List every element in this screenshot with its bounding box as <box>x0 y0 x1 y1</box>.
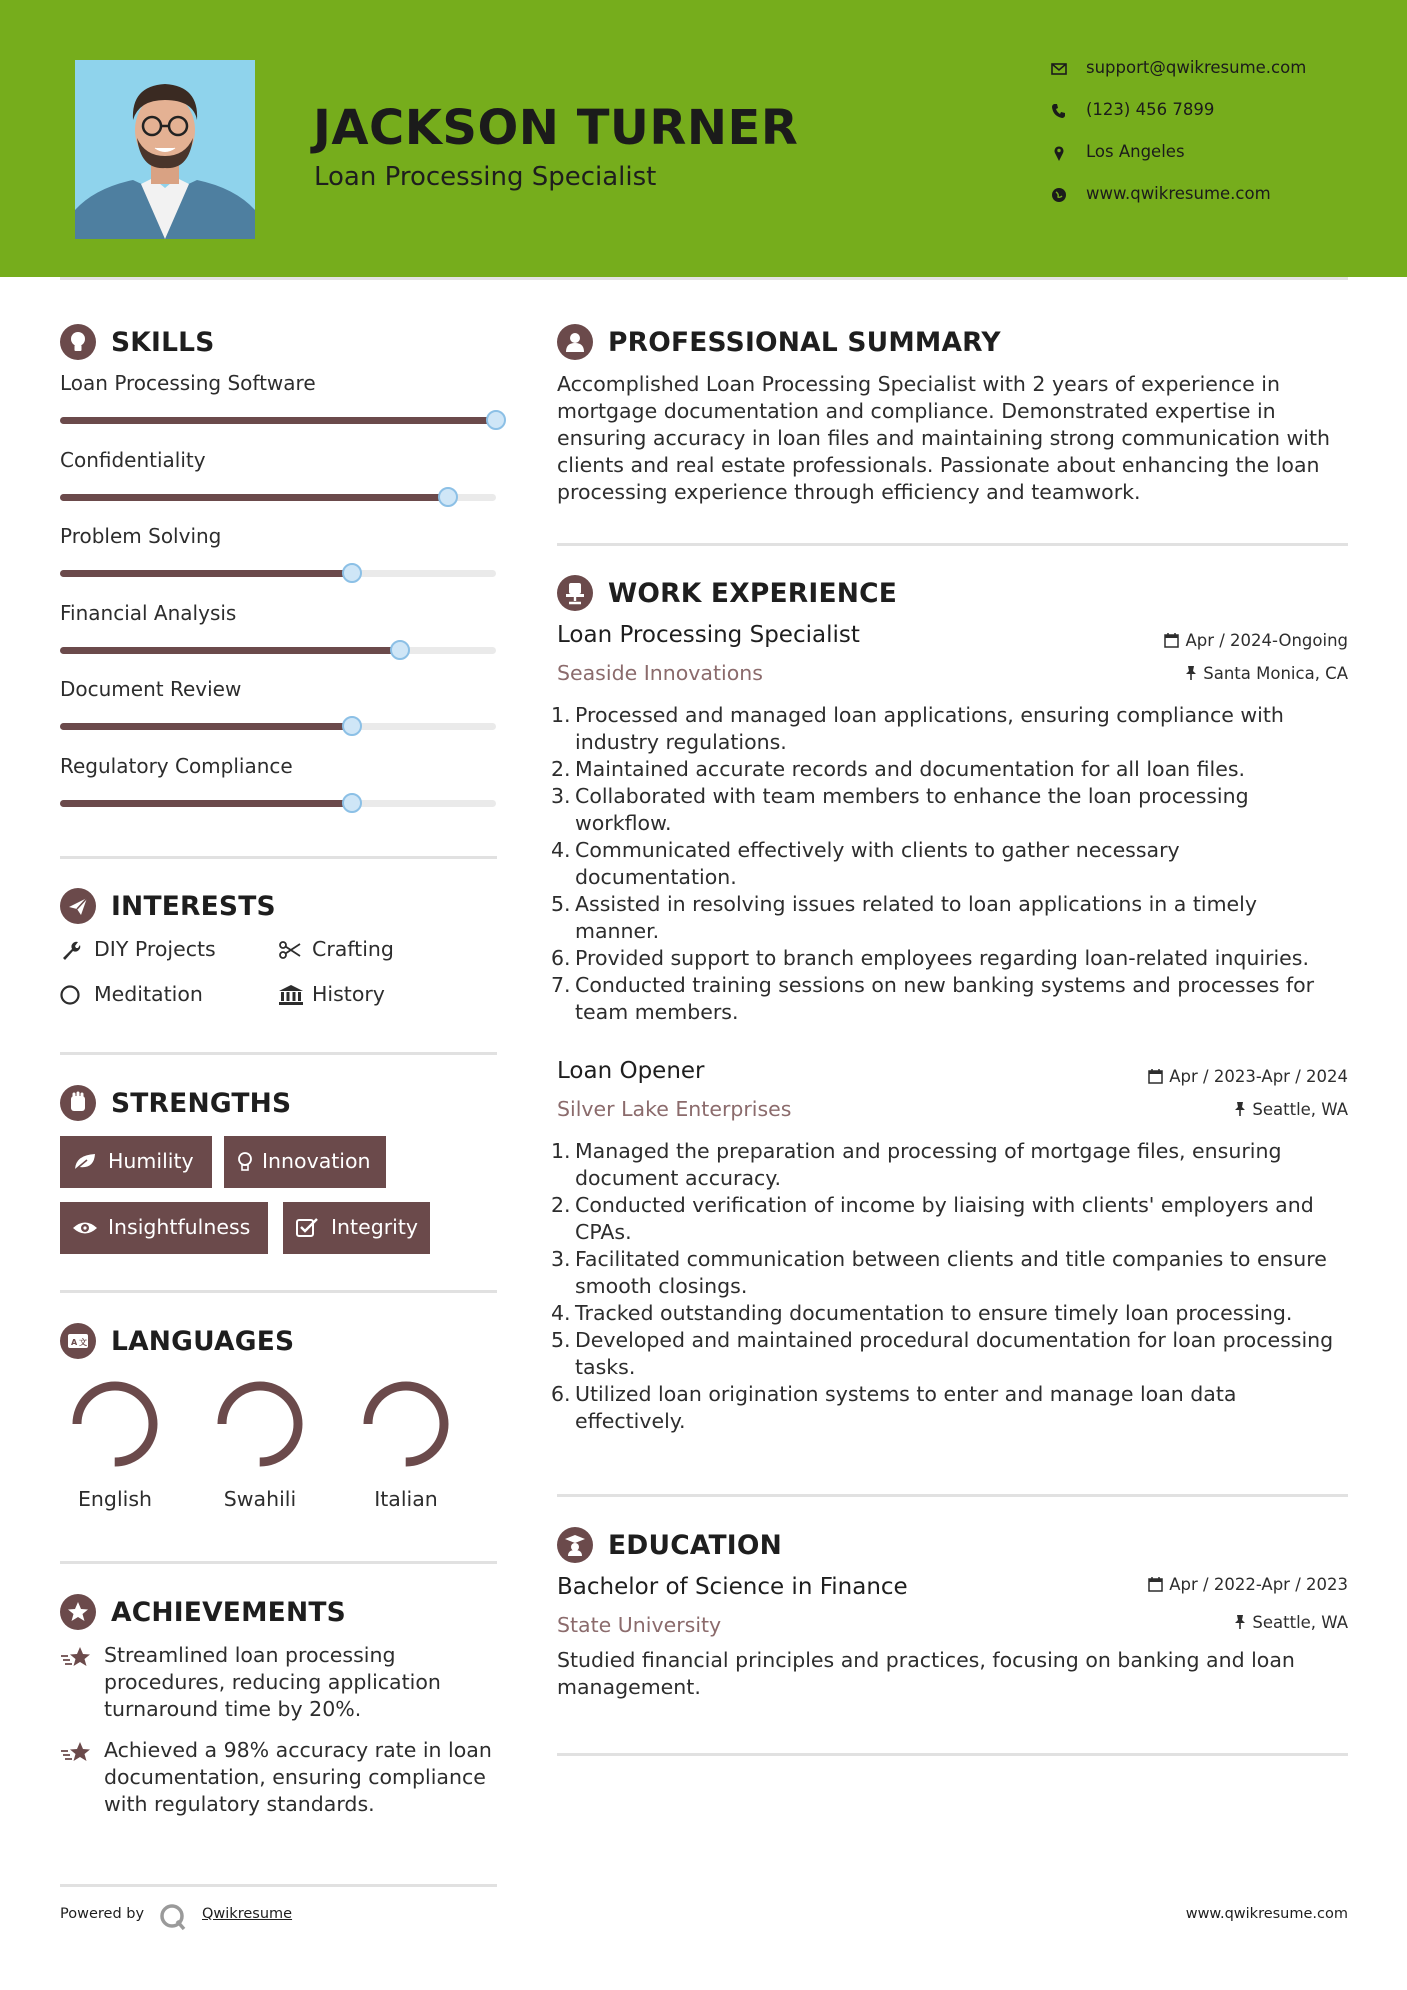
skill-level-knob <box>342 716 362 736</box>
skill-bar-fill <box>60 647 400 654</box>
qwikresume-logo-icon <box>158 1902 188 1932</box>
pushpin-icon <box>1185 665 1197 681</box>
strength-label: Insightfulness <box>108 1215 251 1239</box>
skill-level-knob <box>342 563 362 583</box>
job-bullet: 3. Collaborated with team members to enhance the loan processing workflow. <box>551 784 1249 835</box>
job-bullet-text: Maintained accurate records and documentation for all loan files. <box>575 757 1246 781</box>
skill-bar <box>60 417 496 424</box>
job-location-text: Seattle, WA <box>1252 1100 1348 1119</box>
job-bullet: 1. Managed the preparation and processing of mortgage files, ensuring document accuracy. <box>551 1139 1282 1190</box>
job-bullets <box>551 1138 1347 1435</box>
svg-text:文: 文 <box>79 1338 87 1347</box>
achievement-text: Achieved a 98% accuracy rate in loan documentation, ensuring compliance with regulatory standards. <box>104 1738 492 1816</box>
skill-bar-fill <box>60 417 496 424</box>
degree-title: Bachelor of Science in Finance <box>557 1574 908 1600</box>
calendar-icon <box>1148 1576 1163 1592</box>
section-divider <box>60 1052 497 1055</box>
phone-icon <box>1050 102 1068 120</box>
skill-level-knob <box>486 410 506 430</box>
languages-heading: LANGUAGES <box>111 1326 295 1357</box>
job-bullet-text: Facilitated communication between clients and title companies to ensure smooth closings. <box>575 1247 1327 1298</box>
language-level-ring <box>70 1379 160 1469</box>
achievement-text: Streamlined loan processing procedures, reducing application turnaround time by 20%. <box>104 1643 441 1721</box>
section-divider <box>557 1494 1348 1497</box>
skill-label: Loan Processing Software <box>60 371 316 395</box>
skill-label: Financial Analysis <box>60 600 237 625</box>
job-bullet-text: Tracked outstanding documentation to ensure timely loan processing. <box>575 1301 1293 1325</box>
brand-link[interactable]: Qwikresume <box>202 1906 293 1922</box>
language-level-ring <box>215 1379 305 1469</box>
language-label: English <box>77 1487 153 1511</box>
education-location-text: Seattle, WA <box>1252 1613 1348 1632</box>
skill-label: Regulatory Compliance <box>60 753 293 778</box>
candidate-title: Loan Processing Specialist <box>314 162 657 192</box>
skill-bar <box>60 723 496 730</box>
language-level-arc <box>222 1386 298 1462</box>
job-dates-text: Apr / 2023-Apr / 2024 <box>1169 1067 1348 1086</box>
job-title: Loan Opener <box>557 1058 705 1084</box>
leaf-icon <box>72 1151 98 1173</box>
pushpin-icon <box>1234 1614 1246 1630</box>
job-bullet: 2. Maintained accurate records and documentation for all loan files. <box>551 757 1246 781</box>
eye-icon <box>72 1217 98 1239</box>
language-item <box>361 1379 451 1511</box>
svg-text:A: A <box>71 1338 78 1347</box>
strength-tag <box>60 1202 268 1254</box>
job-title: Loan Processing Specialist <box>557 622 860 648</box>
user-icon <box>557 324 593 360</box>
skill-bar <box>60 494 496 501</box>
language-label: Italian <box>374 1487 438 1511</box>
bank-icon <box>278 984 304 1006</box>
skill-bar-fill <box>60 494 448 501</box>
strength-label: Humility <box>108 1149 194 1173</box>
map-pin-icon <box>1050 144 1068 162</box>
job-dates-text: Apr / 2024-Ongoing <box>1185 631 1348 650</box>
skill-level-knob <box>438 487 458 507</box>
office-chair-icon <box>557 575 593 611</box>
achievements-heading: ACHIEVEMENTS <box>111 1597 346 1628</box>
resume-header <box>0 0 1407 277</box>
check-square-icon <box>295 1217 319 1239</box>
fist-icon <box>60 1085 96 1121</box>
section-divider <box>557 1753 1348 1756</box>
education-heading: EDUCATION <box>608 1530 782 1561</box>
job-bullet-text: Conducted training sessions on new banking systems and processes for team members. <box>575 973 1315 1024</box>
paper-plane-icon <box>60 888 96 924</box>
job-bullet-text: Provided support to branch employees regarding loan-related inquiries. <box>575 946 1309 970</box>
wrench-icon <box>60 939 82 961</box>
job-bullet: 6. Provided support to branch employees regarding loan-related inquiries. <box>551 946 1309 970</box>
shooting-star-icon <box>60 1644 94 1670</box>
interests-heading: INTERESTS <box>111 891 276 922</box>
skill-bar <box>60 570 496 577</box>
interest-label: Crafting <box>312 937 394 961</box>
job-bullet: 2. Conducted verification of income by liaising with clients' employers and CPAs. <box>551 1193 1314 1244</box>
section-divider <box>60 1884 497 1887</box>
achievement-item <box>60 1642 500 1723</box>
envelope-icon <box>1050 60 1068 78</box>
header-divider <box>60 277 1348 280</box>
interest-label: DIY Projects <box>94 937 216 961</box>
language-icon <box>60 1323 96 1359</box>
job-bullet-text: Managed the preparation and processing of mortgage files, ensuring document accuracy. <box>575 1139 1282 1190</box>
language-level-arc <box>77 1386 153 1462</box>
pushpin-icon <box>1234 1101 1246 1117</box>
job-location <box>1185 664 1348 683</box>
skill-label: Problem Solving <box>60 524 222 548</box>
scissors-icon <box>278 939 302 961</box>
candidate-name: JACKSON TURNER <box>313 100 799 156</box>
skill-bar <box>60 800 496 807</box>
skill-bar-fill <box>60 570 352 577</box>
section-divider <box>60 856 497 859</box>
skill-bar-fill <box>60 800 352 807</box>
skill-bar-fill <box>60 723 352 730</box>
contact-website-text: www.qwikresume.com <box>1086 184 1271 203</box>
job-bullet-text: Developed and maintained procedural documentation for loan processing tasks. <box>575 1328 1334 1379</box>
language-item <box>215 1379 305 1511</box>
job-bullet-text: Utilized loan origination systems to enter and manage loan data effectively. <box>575 1382 1237 1433</box>
education-location <box>1234 1613 1348 1632</box>
job-bullet: 7. Conducted training sessions on new banking systems and processes for team members. <box>551 973 1315 1024</box>
section-divider <box>557 543 1348 546</box>
contact-location-text: Los Angeles <box>1086 142 1185 161</box>
star-badge-icon <box>60 1594 96 1630</box>
powered-by-text: Powered by <box>60 1906 145 1922</box>
strength-tag <box>224 1136 386 1188</box>
skill-label: Document Review <box>60 677 242 701</box>
summary-text: Accomplished Loan Processing Specialist with 2 years of experience in mortgage documentation and compliance. Demonstrated expertise in ensuring accuracy in loan files and maintaining strong communication with clients and real estate professionals. Passionate about enhancing the loan processing experience through efficiency and teamwork. <box>557 372 1330 504</box>
job-bullet: 5. Assisted in resolving issues related to loan applications in a timely manner. <box>551 892 1257 943</box>
job-location <box>1234 1100 1348 1119</box>
achievement-item <box>60 1737 500 1818</box>
graduate-icon <box>557 1527 593 1563</box>
job-bullet: 4. Communicated effectively with clients to gather necessary documentation. <box>551 838 1180 889</box>
job-bullet: 4. Tracked outstanding documentation to ensure timely loan processing. <box>551 1301 1293 1325</box>
language-label: Swahili <box>223 1487 297 1511</box>
job-bullet: 5. Developed and maintained procedural documentation for loan processing tasks. <box>551 1328 1334 1379</box>
school-name: State University <box>557 1613 722 1637</box>
experience-heading: WORK EXPERIENCE <box>608 578 898 609</box>
education-text: Studied financial principles and practices, focusing on banking and loan management. <box>557 1648 1295 1699</box>
summary-heading: PROFESSIONAL SUMMARY <box>608 327 1001 358</box>
job-bullet-text: Communicated effectively with clients to gather necessary documentation. <box>575 838 1180 889</box>
language-level-ring <box>361 1379 451 1469</box>
footer-website[interactable]: www.qwikresume.com <box>1185 1906 1348 1922</box>
job-dates <box>1164 631 1348 650</box>
profile-photo <box>75 60 255 239</box>
skills-heading: SKILLS <box>111 327 215 358</box>
interest-label: Meditation <box>94 982 203 1006</box>
education-dates <box>1148 1575 1348 1594</box>
shooting-star-icon <box>60 1739 94 1765</box>
company-name: Seaside Innovations <box>557 661 763 685</box>
skill-bar <box>60 647 496 654</box>
strength-tag <box>60 1136 212 1188</box>
globe-icon <box>1050 186 1068 204</box>
language-item <box>70 1379 160 1511</box>
job-bullets <box>551 702 1347 1026</box>
skill-level-knob <box>390 640 410 660</box>
job-dates <box>1148 1067 1348 1086</box>
section-divider <box>60 1561 497 1564</box>
strength-label: Integrity <box>331 1215 418 1239</box>
skill-level-knob <box>342 793 362 813</box>
job-bullet: 3. Facilitated communication between clients and title companies to ensure smooth closings. <box>551 1247 1327 1298</box>
strength-tag <box>283 1202 430 1254</box>
job-bullet-text: Processed and managed loan applications, ensuring compliance with industry regulations. <box>575 703 1284 754</box>
skill-label: Confidentiality <box>60 447 206 472</box>
strength-label: Innovation <box>262 1149 371 1173</box>
interest-label: History <box>312 982 385 1006</box>
job-bullet: 1. Processed and managed loan applications, ensuring compliance with industry regulations. <box>551 703 1284 754</box>
contact-email-text: support@qwikresume.com <box>1086 58 1307 77</box>
circle-icon <box>60 984 82 1006</box>
strengths-heading: STRENGTHS <box>111 1088 292 1119</box>
contact-phone-text: (123) 456 7899 <box>1086 100 1215 119</box>
calendar-icon <box>1148 1068 1163 1084</box>
job-bullet: 6. Utilized loan origination systems to enter and manage loan data effectively. <box>551 1382 1237 1433</box>
education-dates-text: Apr / 2022-Apr / 2023 <box>1169 1575 1348 1594</box>
section-divider <box>60 1290 497 1293</box>
company-name: Silver Lake Enterprises <box>557 1097 792 1121</box>
language-level-arc <box>368 1386 444 1462</box>
job-bullet-text: Collaborated with team members to enhance the loan processing workflow. <box>575 784 1249 835</box>
lightbulb-icon <box>60 324 96 360</box>
lightbulb-icon <box>236 1151 256 1173</box>
job-location-text: Santa Monica, CA <box>1203 664 1348 683</box>
job-bullet-text: Assisted in resolving issues related to loan applications in a timely manner. <box>575 892 1257 943</box>
calendar-icon <box>1164 632 1179 648</box>
job-bullet-text: Conducted verification of income by liaising with clients' employers and CPAs. <box>575 1193 1314 1244</box>
